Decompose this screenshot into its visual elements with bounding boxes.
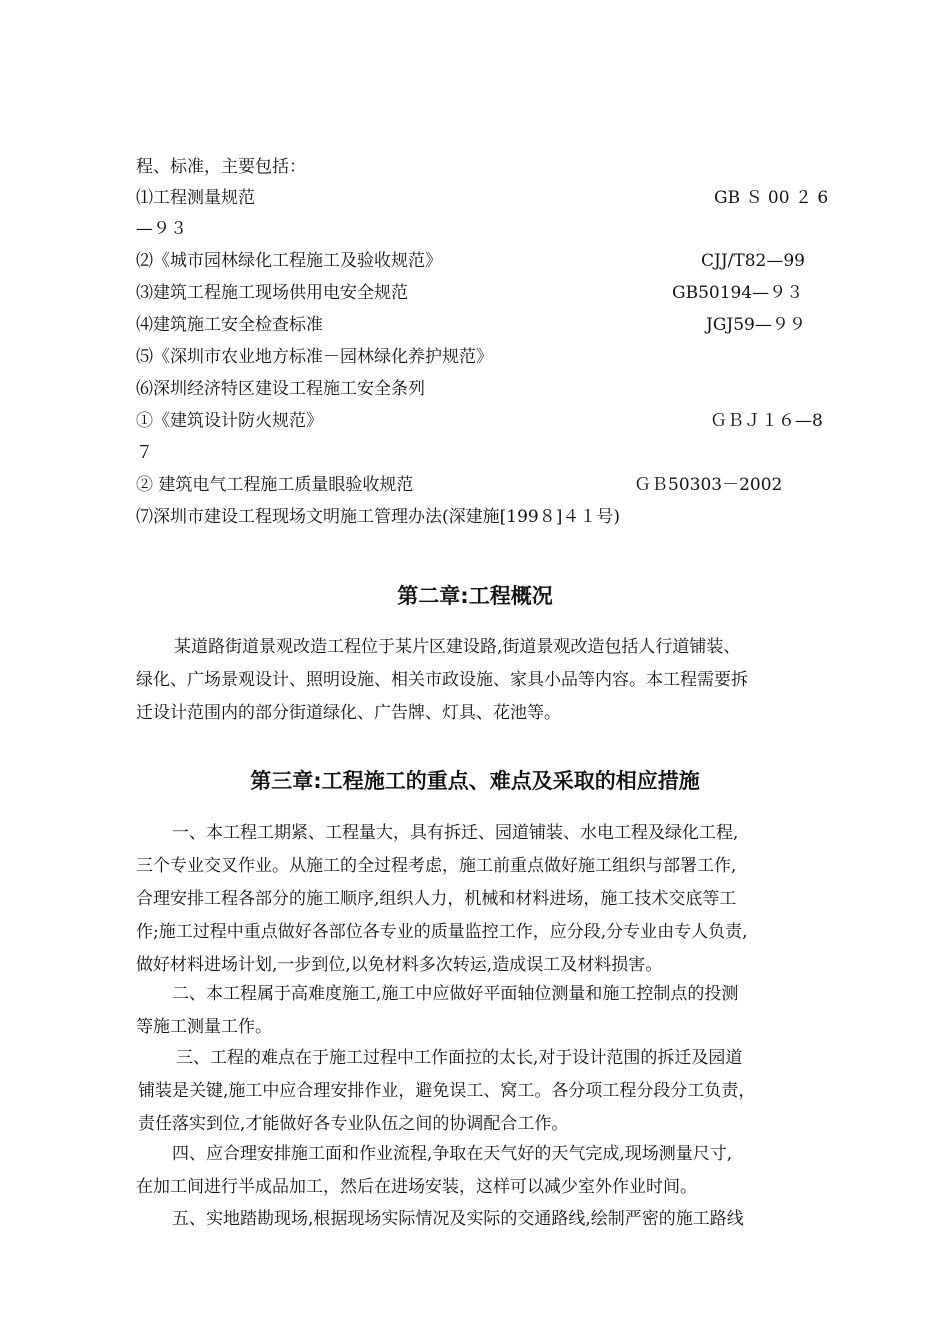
text-line: 某道路街道景观改造工程位于某片区建设路,街道景观改造包括人行道铺装、: [174, 637, 741, 657]
standard-item-7: [136, 503, 836, 531]
standard-name: ①《建筑设计防火规范》: [136, 411, 323, 431]
chapter-3-paragraph-1: [136, 817, 836, 982]
intro-line: 程、标准，主要包括：: [136, 157, 306, 177]
text-line: 三、工程的难点在于施工过程中工作面拉的太长,对于设计范围的拆迁及园道: [176, 1048, 743, 1068]
standard-item-3: [136, 279, 836, 307]
standard-item-1-continued: [136, 215, 836, 243]
chapter-3-title: 第三章:工程施工的重点、难点及采取的相应措施: [250, 769, 700, 793]
standard-item-6: [136, 375, 836, 403]
standard-name: ② 建筑电气工程施工质量眼验收规范: [136, 475, 414, 495]
standard-name: ⑶建筑工程施工现场供用电安全规范: [136, 283, 408, 303]
standard-name: ⑸《深圳市农业地方标准－园林绿化养护规范》: [136, 347, 493, 367]
text-line: 二、本工程属于高难度施工,施工中应做好平面轴位测量和施工控制点的投测: [172, 984, 739, 1004]
text-line: 迁设计范围内的部分街道绿化、广告牌、灯具、花池等。: [136, 703, 561, 723]
chapter-3-paragraph-5: [136, 1203, 836, 1236]
text-line: 五、实地踏勘现场,根据现场实际情况及实际的交通路线,绘制严密的施工路线: [172, 1209, 744, 1229]
text-line: 绿化、广场景观设计、照明设施、相关市政设施、家具小品等内容。本工程需要拆: [136, 670, 748, 690]
standard-name: ⑵《城市园林绿化工程施工及验收规范》: [136, 251, 442, 271]
chapter-2-title: 第二章:工程概况: [397, 584, 553, 608]
chapter-3-paragraph-4: [136, 1138, 836, 1204]
chapter-3-paragraph-3: [138, 1042, 838, 1141]
text-line: 做好材料进场计划,一步到位,以免材料多次转运,造成误工及材料损害。: [136, 955, 663, 975]
standard-code: GB Ｓ 00 ２ 6: [714, 188, 829, 208]
standard-name: ⑷建筑施工安全检查标准: [136, 315, 323, 335]
standard-name: ７: [136, 443, 153, 463]
standard-item-2: [136, 247, 836, 275]
text-line: 责任落实到位,才能做好各专业队伍之间的协调配合工作。: [138, 1114, 569, 1134]
text-line: 三个专业交叉作业。从施工的全过程考虑，施工前重点做好施工组织与部署工作,: [136, 856, 737, 876]
standard-item-4: [136, 311, 836, 339]
chapter-3-paragraph-2: [136, 978, 836, 1044]
text-line: 四、应合理安排施工面和作业流程,争取在天气好的天气完成,现场测量尺寸,: [172, 1144, 733, 1164]
standard-code: GB50194—９３: [672, 283, 804, 303]
standard-item-6-1: [136, 407, 836, 435]
text-line: 铺装是关键,施工中应合理安排作业，避免误工、窝工。各分项工程分段分工负责，: [138, 1081, 756, 1101]
standard-name: ⑴工程测量规范: [136, 188, 255, 208]
standard-code: ＧＢ50303－2002: [634, 475, 783, 495]
standard-item-1: [136, 184, 836, 212]
standard-item-5: [136, 343, 836, 371]
standard-item-6-2: [136, 471, 836, 499]
text-line: 等施工测量工作。: [136, 1017, 272, 1037]
chapter-2-paragraph: [136, 631, 836, 730]
text-line: 作;施工过程中重点做好各部位各专业的质量监控工作，应分段,分专业由专人负责,: [136, 922, 748, 942]
standard-item-6-1-continued: [136, 439, 836, 467]
standard-name: ⑹深圳经济特区建设工程施工安全条列: [136, 379, 425, 399]
text-line: 一、本工程工期紧、工程量大，具有拆迁、园道铺装、水电工程及绿化工程,: [172, 823, 739, 843]
standard-name: —９３: [136, 219, 187, 239]
standard-code: CJJ/T82—99: [701, 251, 805, 271]
text-line: 合理安排工程各部分的施工顺序,组织人力，机械和材料进场，施工技术交底等工: [136, 889, 737, 909]
standard-name: ⑺深圳市建设工程现场文明施工管理办法(深建施[199８]４１号): [136, 507, 620, 527]
text-line: 在加工间进行半成品加工，然后在进场安装，这样可以减少室外作业时间。: [136, 1177, 697, 1197]
standard-code: ＧＢＪ１６—8: [710, 411, 823, 431]
standard-code: JGJ59—９９: [706, 315, 806, 335]
